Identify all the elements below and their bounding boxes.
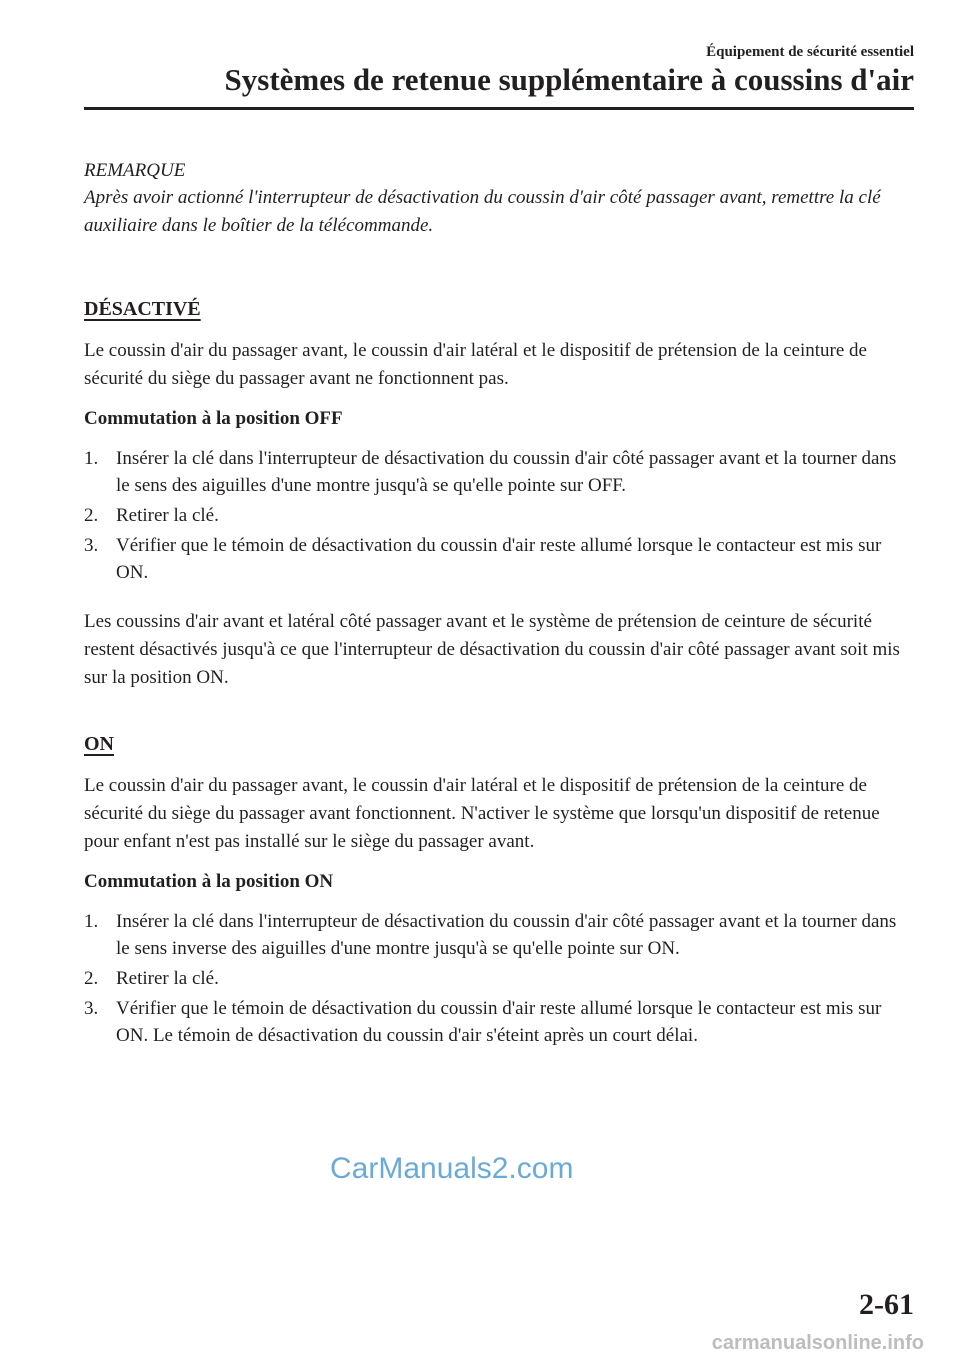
list-item xyxy=(84,908,914,962)
on-section xyxy=(84,730,914,1049)
step-text: Insérer la clé dans l'interrupteur de désactivation du coussin d'air côté passager avant et la tourner dans le sens inverse des aiguilles d'une montre jusqu'à se qu'elle pointe sur ON. xyxy=(116,911,897,959)
on-section-title: ON xyxy=(84,733,114,755)
step-text: Vérifier que le témoin de désactivation du coussin d'air reste allumé lorsque le contacteur est mis sur ON. Le témoin de désactivation du coussin d'air s'éteint après un court délai. xyxy=(116,998,882,1046)
note-text: Après avoir actionné l'interrupteur de désactivation du coussin d'air côté passager avant, remettre la clé auxiliaire dans le boîtier de la télécommande. xyxy=(84,187,881,236)
on-subheading: Commutation à la position ON xyxy=(84,871,334,892)
page-content xyxy=(84,158,914,1049)
step-number: 2. xyxy=(84,505,99,526)
off-subheading: Commutation à la position OFF xyxy=(84,408,343,429)
off-description: Le coussin d'air du passager avant, le coussin d'air latéral et le dispositif de prétension de la ceinture de sécurité du siège du passager avant ne fonctionnent pas. xyxy=(84,340,867,389)
on-steps-list xyxy=(84,908,914,1049)
on-description: Le coussin d'air du passager avant, le coussin d'air latéral et le dispositif de prétension de la ceinture de sécurité du siège du passager avant fonctionnent. N'activer le système que lorsqu'un dispositif de retenue pour enfant n'est pas installé sur le siège du passager avant. xyxy=(84,775,880,852)
note-block xyxy=(84,158,914,240)
list-item xyxy=(84,965,914,992)
step-number: 1. xyxy=(84,911,99,932)
list-item xyxy=(84,532,914,586)
step-number: 3. xyxy=(84,998,99,1019)
footer-watermark: carmanualsonline.info xyxy=(711,1332,924,1354)
page-title: Systèmes de retenue supplémentaire à coussins d'air xyxy=(224,62,914,97)
step-text: Retirer la clé. xyxy=(116,968,219,989)
header-divider xyxy=(84,107,914,110)
step-text: Insérer la clé dans l'interrupteur de désactivation du coussin d'air côté passager avant et la tourner dans le sens des aiguilles d'une montre jusqu'à se qu'elle pointe sur OFF. xyxy=(116,448,897,496)
watermark-link[interactable]: CarManuals2.com xyxy=(330,1152,574,1185)
step-number: 3. xyxy=(84,535,99,556)
step-number: 2. xyxy=(84,968,99,989)
off-section xyxy=(84,295,914,692)
note-title: REMARQUE xyxy=(84,160,186,181)
off-closing: Les coussins d'air avant et latéral côté passager avant et le système de prétension de ceinture de sécurité restent désactivés jusqu'à ce que l'interrupteur de désactivation du coussin d'air côté passager avant soit mis sur la position ON. xyxy=(84,611,900,688)
off-steps-list xyxy=(84,445,914,586)
list-item xyxy=(84,445,914,499)
header-section-label: Équipement de sécurité essentiel xyxy=(706,44,914,60)
step-text: Retirer la clé. xyxy=(116,505,219,526)
list-item xyxy=(84,502,914,529)
step-number: 1. xyxy=(84,448,99,469)
list-item xyxy=(84,995,914,1049)
off-section-title: DÉSACTIVÉ xyxy=(84,298,201,320)
page-number: 2-61 xyxy=(859,1288,914,1321)
step-text: Vérifier que le témoin de désactivation du coussin d'air reste allumé lorsque le contacteur est mis sur ON. xyxy=(116,535,882,583)
